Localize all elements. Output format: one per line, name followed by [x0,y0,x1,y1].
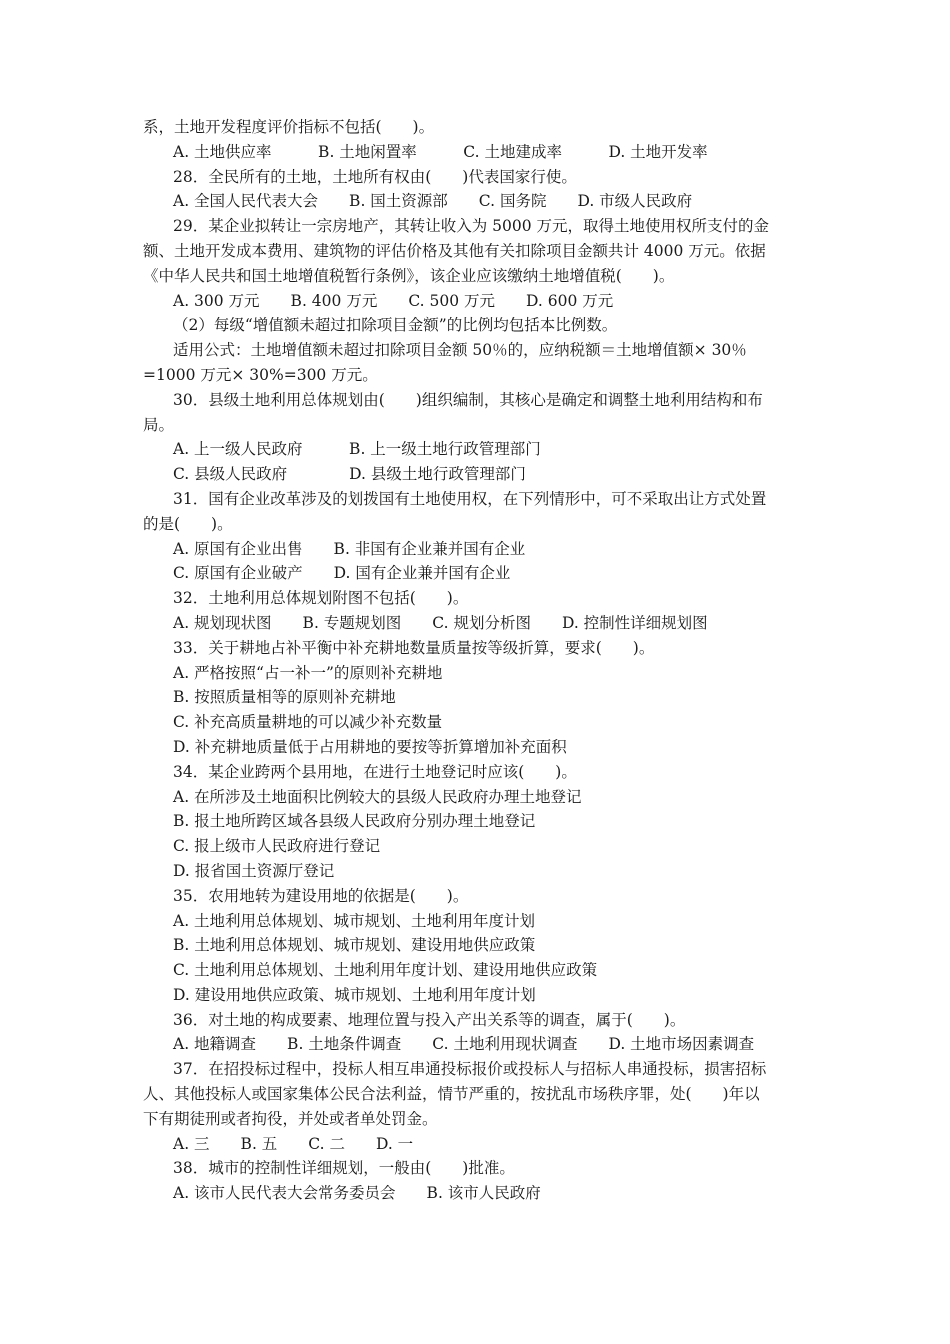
text-line: A. 原国有企业出售 B. 非国有企业兼并国有企业 [173,539,526,558]
text-line: D. 建设用地供应政策、城市规划、土地利用年度计划 [173,985,536,1004]
text-line: A. 土地利用总体规划、城市规划、土地利用年度计划 [173,911,536,930]
text-line: A. 土地供应率 B. 土地闲置率 C. 土地建成率 D. 土地开发率 [173,142,708,161]
text-line: D. 报省国土资源厅登记 [173,861,335,880]
text-line: 下有期徒刑或者拘役，并处或者单处罚金。 [143,1109,438,1128]
text-line: 38．城市的控制性详细规划，一般由( )批准。 [173,1159,515,1178]
text-line: =1000 万元× 30%=300 万元。 [143,365,378,384]
text-line: C. 报上级市人民政府进行登记 [173,837,381,856]
text-line: 额、土地开发成本费用、建筑物的评估价格及其他有关扣除项目金额共计 4000 万元。依据 [143,241,766,260]
text-line: 《中华人民共和国土地增值税暂行条例》，该企业应该缴纳土地增值税( )。 [143,266,675,285]
text-line: 28．全民所有的土地，土地所有权由( )代表国家行使。 [173,167,577,186]
text-line: 29．某企业拟转让一宗房地产，其转让收入为 5000 万元，取得土地使用权所支付的金 [173,217,770,236]
text-line: B. 土地利用总体规划、城市规划、建设用地供应政策 [173,936,536,955]
text-line: C. 土地利用总体规划、土地利用年度计划、建设用地供应政策 [173,961,598,980]
text-line: （2）每级“增值额未超过扣除项目金额”的比例均包括本比例数。 [173,316,618,335]
text-line: 37．在招投标过程中，投标人相互串通投标报价或投标人与招标人串通投标，损害招标 [173,1060,767,1079]
text-line: 局。 [143,415,175,434]
text-line: A. 严格按照“占一补一”的原则补充耕地 [173,663,443,682]
text-line: 人、其他投标人或国家集体公民合法利益，情节严重的，按扰乱市场秩序罪，处( )年以 [143,1085,760,1104]
text-line: 的是( )。 [143,514,233,533]
text-line: A. 该市人民代表大会常务委员会 B. 该市人民政府 [173,1184,541,1203]
text-line: 35．农用地转为建设用地的依据是( )。 [173,886,469,905]
text-line: B. 报土地所跨区域各县级人民政府分别办理土地登记 [173,812,536,831]
text-line: 34．某企业跨两个县用地，在进行土地登记时应该( )。 [173,762,577,781]
text-line: 33．关于耕地占补平衡中补充耕地数量质量按等级折算，要求( )。 [173,638,655,657]
text-line: 30．县级土地利用总体规划由( )组织编制，其核心是确定和调整土地利用结构和布 [173,390,763,409]
text-line: 32．土地利用总体规划附图不包括( )。 [173,589,469,608]
text-line: A. 300 万元 B. 400 万元 C. 500 万元 D. 600 万元 [173,291,614,310]
text-line: A. 上一级人民政府 B. 上一级土地行政管理部门 [173,440,541,459]
text-line: C. 县级人民政府 D. 县级土地行政管理部门 [173,465,526,484]
text-line: 31．国有企业改革涉及的划拨国有土地使用权，在下列情形中，可不采取出让方式处置 [173,489,767,508]
text-line: A. 地籍调查 B. 土地条件调查 C. 土地利用现状调查 D. 土地市场因素调查 [173,1035,755,1054]
text-line: 系，土地开发程度评价指标不包括( )。 [143,118,435,136]
text-line: C. 原国有企业破产 D. 国有企业兼并国有企业 [173,564,511,583]
text-line: C. 补充高质量耕地的可以减少补充数量 [173,713,443,732]
text-line: 适用公式：土地增值额未超过扣除项目金额 50％的，应纳税额＝土地增值额× 30％ [173,341,747,360]
document-body [143,115,811,1206]
text-line: A. 规划现状图 B. 专题规划图 C. 规划分析图 D. 控制性详细规划图 [173,613,708,632]
text-line: 36．对土地的构成要素、地理位置与投入产出关系等的调查，属于( )。 [173,1010,686,1029]
text-line: A. 全国人民代表大会 B. 国土资源部 C. 国务院 D. 市级人民政府 [173,192,693,211]
text-line: B. 按照质量相等的原则补充耕地 [173,688,396,707]
text-line: A. 三 B. 五 C. 二 D. 一 [173,1134,414,1153]
text-line: A. 在所涉及土地面积比例较大的县级人民政府办理土地登记 [173,787,582,806]
text-line: D. 补充耕地质量低于占用耕地的要按等折算增加补充面积 [173,737,567,756]
